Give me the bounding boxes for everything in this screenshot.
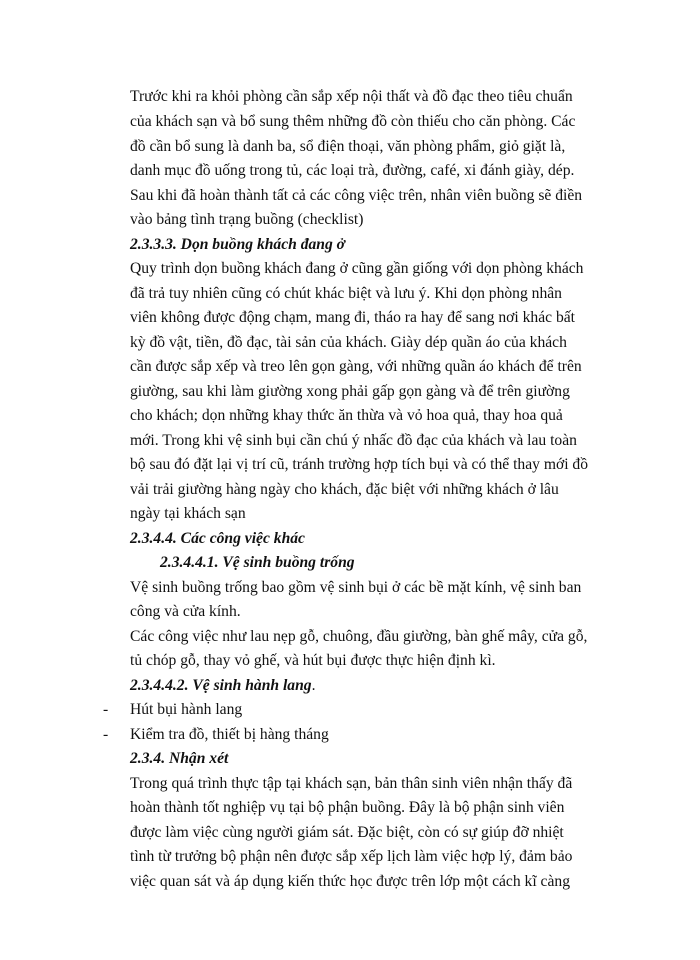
paragraph-line: vải trải giường hàng ngày cho khách, đặc biệt với những khách ở lâu [130, 481, 559, 498]
paragraph-line: Vệ sinh buồng trống bao gồm vệ sinh bụi ở các bề mặt kính, vệ sinh ban [130, 579, 582, 596]
section-heading-2344: 2.3.4.4. Các công việc khác [130, 530, 305, 547]
paragraph-line: đã trả tuy nhiên cũng có chút khác biệt và lưu ý. Khi dọn phòng nhân [130, 285, 562, 302]
paragraph-line: bộ sau đó đặt lại vị trí cũ, tránh trường hợp tích bụi và có thể thay mới đồ [130, 456, 589, 473]
paragraph-line: giường, sau khi làm giường xong phải gấp gọn gàng và để trên giường [130, 383, 570, 400]
subsection-heading-23442-text: 2.3.4.4.2. Vệ sinh hành lang [130, 677, 312, 694]
bullet-item: Hút bụi hành lang [130, 701, 243, 718]
paragraph-line: việc quan sát và áp dụng kiến thức học được trên lớp một cách kĩ càng [130, 873, 570, 890]
paragraph-line: của khách sạn và bổ sung thêm những đồ còn thiếu cho căn phòng. Các [130, 113, 576, 130]
bullet-marker: - [103, 701, 109, 718]
paragraph-line: danh mục đồ uống trong tủ, các loại trà, đường, café, xi đánh giày, dép. [130, 162, 575, 179]
bullet-marker: - [103, 726, 109, 743]
paragraph-line: Trước khi ra khỏi phòng cần sắp xếp nội thất và đồ đạc theo tiêu chuẩn [130, 88, 573, 105]
section-heading-2333: 2.3.3.3. Dọn buồng khách đang ở [130, 236, 346, 253]
subsection-heading-23441: 2.3.4.4.1. Vệ sinh buồng trống [160, 554, 355, 571]
paragraph-line: viên không được động chạm, mang đi, tháo ra hay để sang nơi khác bất [130, 309, 575, 326]
paragraph-line: được làm việc cùng người giám sát. Đặc biệt, còn có sự giúp đỡ nhiệt [130, 824, 564, 841]
paragraph-line: tình từ trưởng bộ phận nên được sắp xếp lịch làm việc hợp lý, đảm bảo [130, 848, 573, 865]
paragraph-line: ngày tại khách sạn [130, 505, 246, 522]
bullet-item: Kiểm tra đồ, thiết bị hàng tháng [130, 726, 329, 743]
paragraph-line: Các công việc như lau nẹp gỗ, chuông, đầu giường, bàn ghế mây, cửa gỗ, [130, 628, 588, 645]
paragraph-line: vào bảng tình trạng buồng (checklist) [130, 211, 364, 228]
paragraph-line: cần được sắp xếp và treo lên gọn gàng, với những quần áo khách để trên [130, 358, 582, 375]
paragraph-line: hoàn thành tốt nghiệp vụ tại bộ phận buồng. Đây là bộ phận sinh viên [130, 799, 565, 816]
paragraph-line: công và cửa kính. [130, 603, 241, 620]
heading-period: . [311, 677, 316, 694]
section-heading-234: 2.3.4. Nhận xét [130, 750, 229, 767]
paragraph-line: Sau khi đã hoàn thành tất cả các công việc trên, nhân viên buồng sẽ điền [130, 187, 583, 204]
paragraph-line: Trong quá trình thực tập tại khách sạn, bản thân sinh viên nhận thấy đã [130, 775, 573, 792]
paragraph-line: mới. Trong khi vệ sinh bụi cần chú ý nhấc đồ đạc của khách và lau toàn [130, 432, 577, 449]
paragraph-line: kỳ đồ vật, tiền, đồ đạc, tài sản của khách. Giày dép quần áo của khách [130, 334, 567, 351]
paragraph-line: đồ cần bổ sung là danh ba, sổ điện thoại, văn phòng phẩm, giỏ giặt là, [130, 138, 566, 155]
subsection-heading-23442 [130, 676, 315, 696]
paragraph-line: tủ chóp gỗ, thay vỏ ghế, và hút bụi được thực hiện định kì. [130, 652, 496, 669]
paragraph-line: Quy trình dọn buồng khách đang ở cũng gần giống với dọn phòng khách [130, 260, 584, 277]
paragraph-line: cho khách; dọn những khay thức ăn thừa và vỏ hoa quả, thay hoa quả [130, 407, 563, 424]
